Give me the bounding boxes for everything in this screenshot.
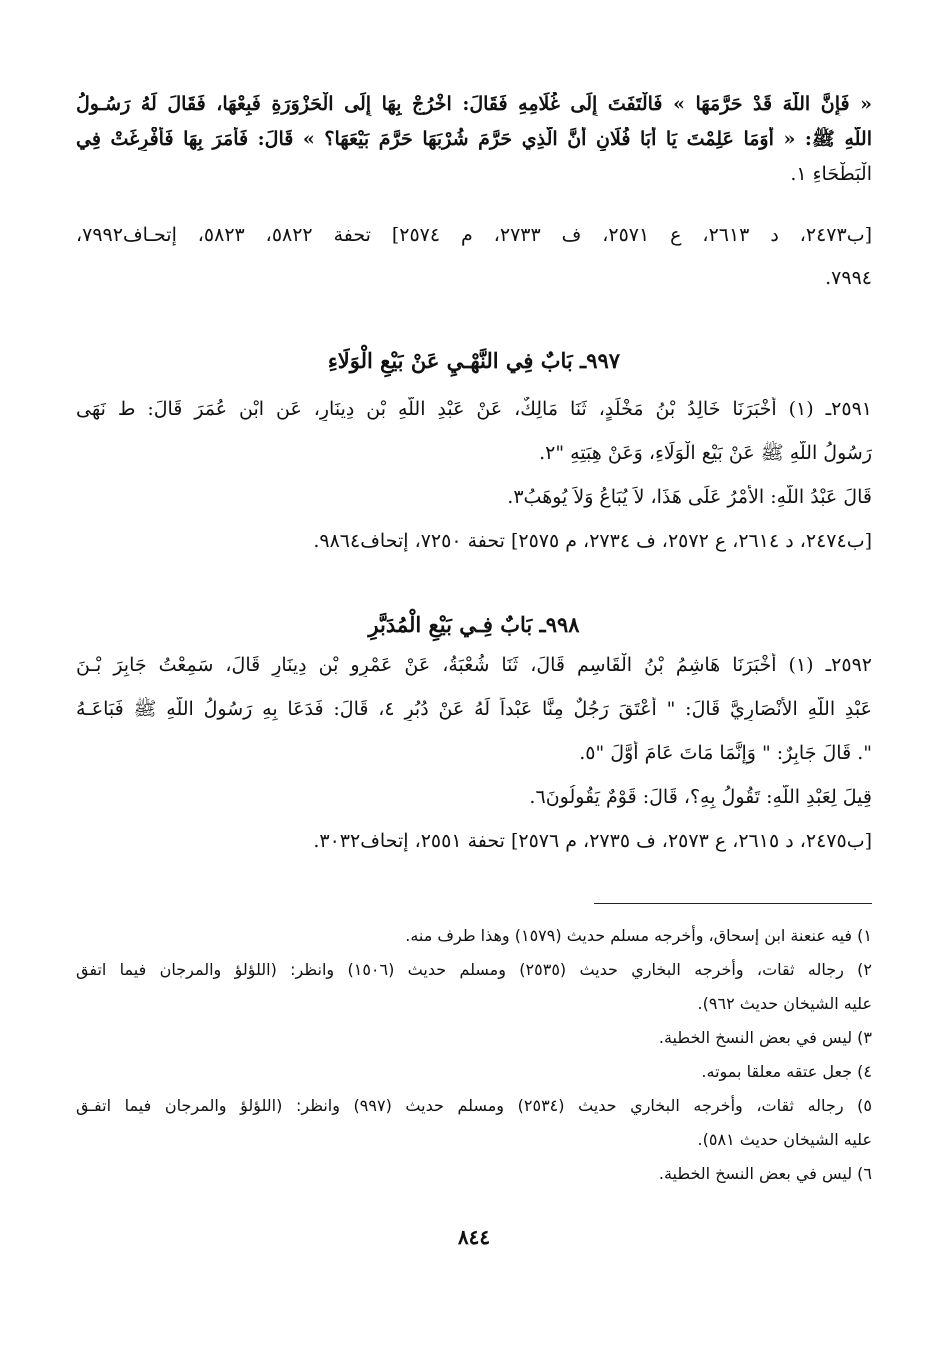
text-line: الْبَطْحَاءِ ١. bbox=[790, 163, 872, 185]
hadith-2590-references bbox=[76, 223, 872, 290]
reference-line: [ب٢٤٧٣، د ٢٦١٣، ع ٢٥٧١، ف ٢٧٣٣، م ٢٥٧٤] تحفة ٥٨٢٢، ٥٨٢٣، إتحـاف٧٩٩٢، bbox=[76, 224, 872, 246]
text-line: عَبْدِ اللَّهِ الأَنْصَارِيَّ قَالَ: " أَعْتَقَ رَجُلٌ مِنَّا عَبْداً لَهُ عَنْ دُبُرٍ ٤، قَالَ: فَدَعَا بِهِ رَسُولُ اللَّهِ ﷺ فَبَاعَـهُ bbox=[76, 698, 872, 720]
footnote-continued: عليه الشيخان حديث ٥٨١). bbox=[697, 1130, 872, 1149]
footnote-continued: عليه الشيخان حديث ٩٦٢). bbox=[697, 994, 872, 1013]
text-line: ٢٥٩٢ـ (١) أَخْبَرَنَا هَاشِمُ بْنُ الْقَاسِمِ قَالَ، ثَنَا شُعْبَةُ، عَنْ عَمْرِو بْنِ دِينَارٍ قَالَ، سَمِعْتُ جَابِرَ بْـنَ bbox=[76, 654, 872, 676]
page-number: ٨٤٤ bbox=[457, 1225, 491, 1249]
text-line: قَالَ عَبْدُ اللَّهِ: الأَمْرُ عَلَى هَذَا، لاَ يُبَاعُ وَلاَ يُوهَبُ٣. bbox=[507, 486, 872, 508]
text-line: قِيلَ لِعَبْدِ اللَّهِ: تَقُولُ بِهِ؟، قَالَ: قَوْمٌ يَقُولُونَ٦. bbox=[529, 786, 872, 808]
hadith-2590-continued bbox=[76, 92, 872, 186]
footnote: ٣) ليس في بعض النسخ الخطية. bbox=[658, 1028, 872, 1047]
footnote: ٦) ليس في بعض النسخ الخطية. bbox=[658, 1164, 872, 1183]
reference-line: [ب٢٤٧٤، د ٢٦١٤، ع ٢٥٧٢، ف ٢٧٣٤، م ٢٥٧٥] تحفة ٧٢٥٠، إتحاف٩٨٦٤. bbox=[313, 530, 872, 552]
footnote: ٤) جعل عتقه معلقا بموته. bbox=[701, 1062, 872, 1081]
chapter-heading-997: ٩٩٧ـ بَابٌ فِي النَّهْـيِ عَنْ بَيْعِ الْوَلَاءِ bbox=[327, 348, 621, 373]
footnote: ٢) رجاله ثقات، وأخرجه البخاري حديث (٢٥٣٥) ومسلم حديث (١٥٠٦) وانظر: (اللؤلؤ والمرجان فيما اتفق bbox=[76, 960, 872, 979]
hadith-2592 bbox=[76, 653, 872, 853]
chapter-heading-998: ٩٩٨ـ بَابٌ فِـي بَيْعِ الْمُدَبَّرِ bbox=[368, 612, 580, 637]
text-line: رَسُولُ اللَّهِ ﷺ عَنْ بَيْعِ الْوَلَاءِ، وَعَنْ هِبَتِهِ "٢. bbox=[539, 442, 872, 464]
footnote: ٥) رجاله ثقات، وأخرجه البخاري حديث (٢٥٣٤) ومسلم حديث (٩٩٧) وانظر: (اللؤلؤ والمرجان فيما اتفـق bbox=[76, 1096, 872, 1115]
text-line: اللَّهِ ﷺ: « أَوَمَا عَلِمْتَ يَا أَبَا فُلَانٍ أَنَّ الَّذِي حَرَّمَ شُرْبَهَا حَرَّمَ بَيْعَهَا؟ » قَالَ: فَأَمَرَ بِهَا فَأُفْرِغَتْ فِي bbox=[76, 128, 872, 150]
hadith-2591 bbox=[76, 397, 872, 553]
footnotes bbox=[76, 925, 872, 1185]
text-line: ٢٥٩١ـ (١) أَخْبَرَنَا خَالِدُ بْنُ مَخْلَدٍ، ثَنَا مَالِكٌ، عَنْ عَبْدِ اللَّهِ بْنِ دِينَارٍ، عَنِ ابْنِ عُمَرَ قَالَ: ط نَهَى bbox=[76, 398, 872, 420]
footnote: ١) فيه عنعنة ابن إسحاق، وأخرجه مسلم حديث (١٥٧٩) وهذا طرف منه. bbox=[405, 926, 872, 945]
footnote-divider bbox=[594, 903, 872, 904]
text-line: « فَإِنَّ اللَّهَ قَدْ حَرَّمَهَا » فَالْتَفَتَ إِلَى غُلَامِهِ فَقَالَ: اخْرُجْ بِهَا إِلَى الْحَزْوَرَةِ فَبِعْهَا، فَقَالَ لَهُ رَسُـولُ bbox=[76, 93, 872, 115]
reference-line: ٧٩٩٤. bbox=[825, 267, 872, 289]
reference-line: [ب٢٤٧٥، د ٢٦١٥، ع ٢٥٧٣، ف ٢٧٣٥، م ٢٥٧٦] تحفة ٢٥٥١، إتحاف٣٠٣٢. bbox=[313, 830, 872, 852]
text-line: ". قَالَ جَابِرٌ: " وَإِنَّمَا مَاتَ عَامَ أَوَّلَ "٥. bbox=[579, 742, 872, 764]
